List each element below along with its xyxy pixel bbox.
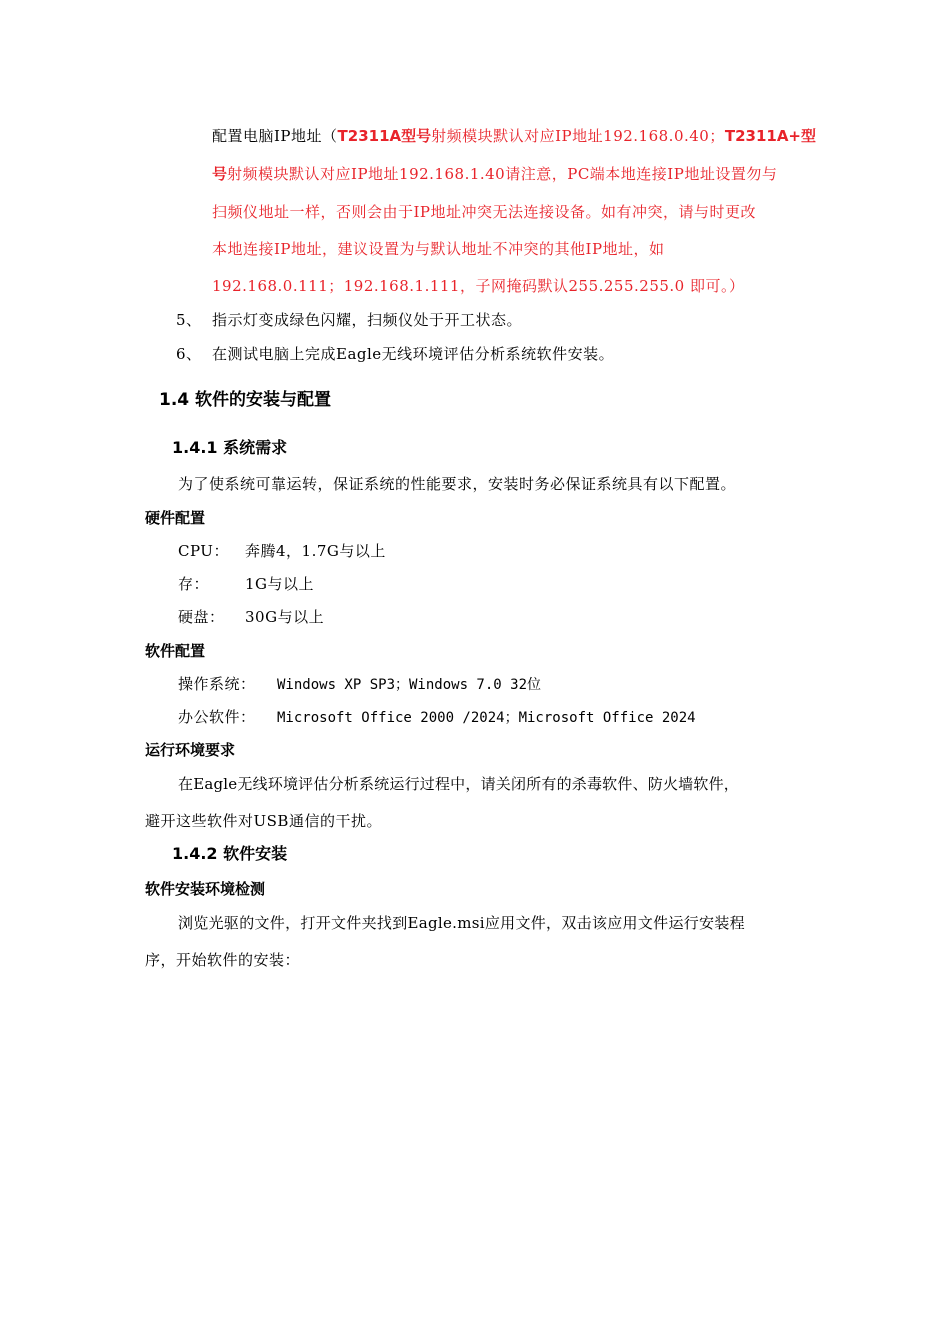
note-line-2 [212,164,777,184]
section-heading-1-4: 1.4 软件的安装与配置 [159,390,332,410]
software-value: Windows XP SP3；Windows 7.0 32位 [277,677,542,693]
software-row-office [178,707,696,728]
hardware-value: 1G与以上 [245,575,315,593]
note-mid: 射频模块默认对应IP地址192.168.0.40； [431,127,725,145]
step-text: 指示灯变成绿色闪耀，扫频仪处于开工状态。 [212,311,523,329]
note-line-4: 本地连接IP地址，建议设置为与默认地址不冲突的其他IP地址，如 [212,240,665,258]
hardware-label: 硬件配置 [145,509,206,527]
note-prefix: 配置电脑IP地址（ [212,127,338,145]
section-heading-1-4-1: 1.4.1 系统需求 [172,438,288,457]
hardware-key: 硬盘： [178,608,225,626]
hardware-value: 奔腾4，1.7G与以上 [245,542,386,560]
note-line-5: 192.168.0.111；192.168.1.111，子网掩码默认255.255.255.0 即可。） [212,277,745,295]
hardware-key: 存： [178,575,210,593]
hardware-value: 30G与以上 [245,608,325,626]
hardware-row-disk [178,607,324,627]
note-line2-rest: 射频模块默认对应IP地址192.168.1.40请注意，PC端本地连接IP地址设置勿与 [227,165,778,183]
step-6 [176,344,614,364]
install-body-line-1: 浏览光驱的文件，打开文件夹找到Eagle.msi应用文件，双击该应用文件运行安装程 [178,914,745,932]
step-5 [176,310,522,330]
note-model-a: T2311A型号 [337,127,432,145]
section-heading-1-4-2: 1.4.2 软件安装 [172,844,288,863]
hardware-row-cpu [178,541,386,561]
runtime-line-1: 在Eagle无线环境评估分析系统运行过程中，请关闭所有的杀毒软件、防火墙软件， [178,775,739,793]
step-number: 6、 [176,345,202,363]
hardware-row-memory [178,574,314,594]
step-number: 5、 [176,311,202,329]
step-text: 在测试电脑上完成Eagle无线环境评估分析系统软件安装。 [212,345,615,363]
install-body-line-2: 序，开始软件的安装： [145,951,301,969]
hardware-key: CPU： [178,542,229,560]
note-line-3: 扫频仪地址一样，否则会由于IP地址冲突无法连接设备。如有冲突，请与时更改 [212,203,757,221]
software-label: 软件配置 [145,642,206,660]
note-line-1 [212,126,816,146]
install-check-label: 软件安装环境检测 [145,880,266,898]
software-row-os [178,674,541,695]
software-key: 操作系统： [178,675,256,693]
software-key: 办公软件： [178,708,256,726]
note-line2-bold: 号 [212,165,228,183]
note-model-a-plus: T2311A+型 [724,127,817,145]
requirements-intro: 为了使系统可靠运转，保证系统的性能要求，安装时务必保证系统具有以下配置。 [178,475,737,493]
software-value: Microsoft Office 2000 /2024；Microsoft Office 2024 [277,710,696,726]
runtime-label: 运行环境要求 [145,741,236,759]
runtime-line-2: 避开这些软件对USB通信的干扰。 [145,812,382,830]
